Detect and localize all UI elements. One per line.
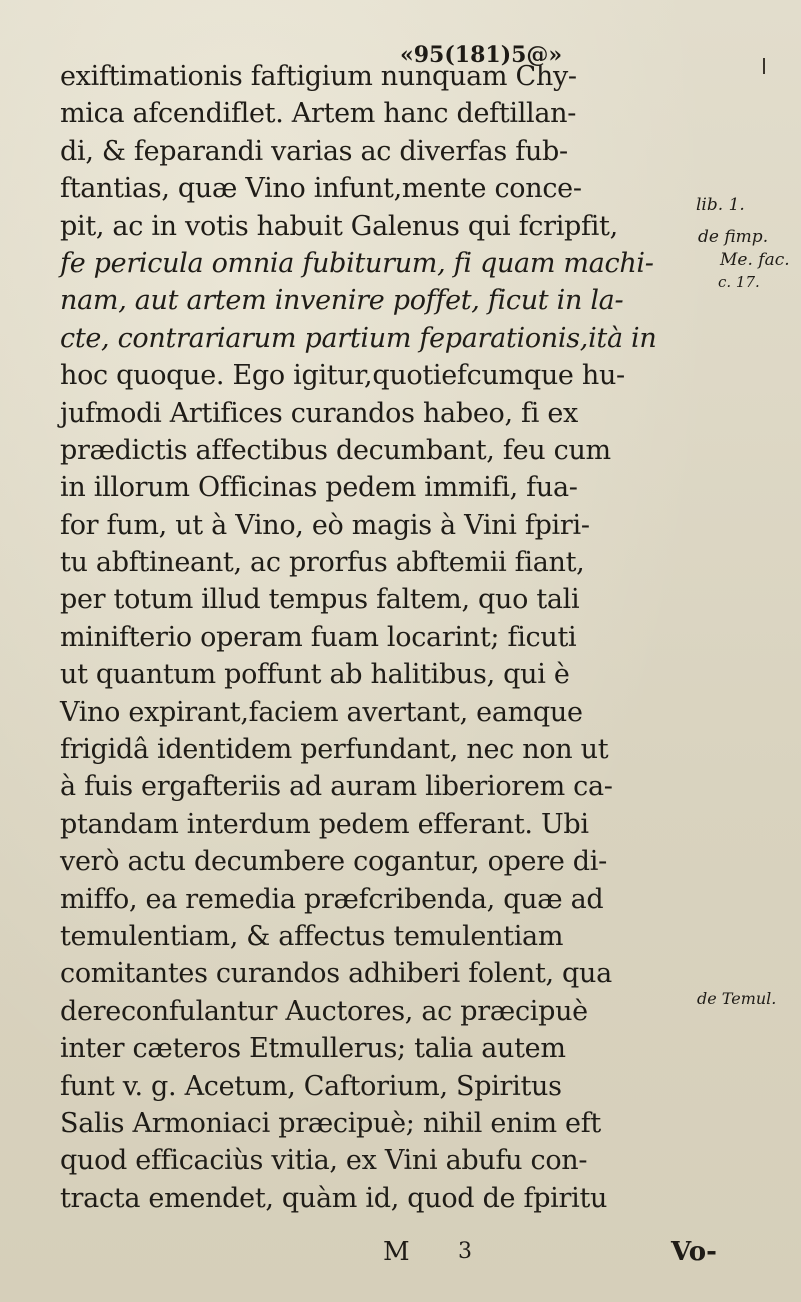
body-text [60, 58, 750, 1217]
text-line: jufmodi Artifices curandos habeo, fi ex [60, 397, 578, 429]
text-line: exiftimationis faftigium nunquam Chy- [60, 61, 577, 92]
text-line: cte, contrariarum partium feparationis,ità in [60, 322, 657, 354]
text-line: funt v. g. Acetum, Caftorium, Spiritus [60, 1070, 562, 1102]
text-line: temulentiam, & affectus temulentiam [60, 920, 564, 952]
marginal-note-med-fac: Me. fac. [720, 250, 790, 270]
text-line: nam, aut artem invenire poffet, ficut in la- [60, 285, 624, 317]
signature-mark: M [383, 1237, 410, 1267]
text-line: miffo, ea remedia præfcribenda, quæ ad [60, 883, 604, 915]
text-line: fe pericula omnia fubiturum, fi quam machi- [60, 247, 654, 279]
text-line: Vino expirant,faciem avertant, eamque [60, 696, 583, 728]
edge-mark [763, 58, 765, 74]
text-line: comitantes curandos adhiberi folent, qua [60, 958, 612, 990]
page-header: «95(181)5@» [400, 42, 563, 68]
text-line: ptandam interdum pedem efferant. Ubi [60, 808, 589, 840]
text-line: minifterio operam fuam locarint; ficuti [60, 621, 577, 653]
text-line: tu abftineant, ac prorfus abftemii fiant, [60, 547, 585, 579]
text-line: à fuis ergafteriis ad auram liberiorem ca- [60, 771, 613, 803]
text-line: ftantias, quæ Vino infunt,mente conce- [60, 173, 582, 205]
text-line: inter cæteros Etmullerus; talia autem [60, 1033, 566, 1065]
text-line: per totum illud tempus faltem, quo tali [60, 584, 580, 616]
text-line: pit, ac in votis habuit Galenus qui fcripfit, [60, 210, 618, 242]
marginal-note-cap: c. 17. [718, 273, 760, 291]
text-line: quod efficaciùs vitia, ex Vini abufu con- [60, 1145, 588, 1177]
text-line: di, & feparandi varias ac diverfas fub- [60, 135, 568, 167]
text-line: hoc quoque. Ego igitur,quotiefcumque hu- [60, 360, 625, 392]
text-line: prædictis affectibus decumbant, feu cum [60, 434, 611, 466]
text-line: ut quantum poffunt ab halitibus, qui è [60, 659, 570, 691]
text-line: for fum, ut à Vino, eò magis à Vini fpiri- [60, 509, 590, 541]
text-line: frigidâ identidem perfundant, nec non ut [60, 734, 609, 766]
marginal-note-de-simp: de fimp. [698, 227, 769, 247]
marginal-note-de-temul: de Temul. [697, 989, 777, 1008]
text-line: verò actu decumbere cogantur, opere di- [60, 846, 607, 878]
text-line: dereconfulantur Auctores, ac præcipuè [60, 995, 588, 1027]
signature-number: 3 [458, 1239, 472, 1264]
text-line: mica afcendiflet. Artem hanc deftillan- [60, 98, 577, 130]
marginal-note-lib: lib. 1. [696, 195, 745, 215]
text-line: in illorum Officinas pedem immifi, fua- [60, 472, 578, 504]
text-line: Salis Armoniaci præcipuè; nihil enim eft [60, 1107, 601, 1139]
text-line: tracta emendet, quàm id, quod de fpiritu [60, 1182, 608, 1214]
catchword: Vo- [671, 1237, 717, 1267]
